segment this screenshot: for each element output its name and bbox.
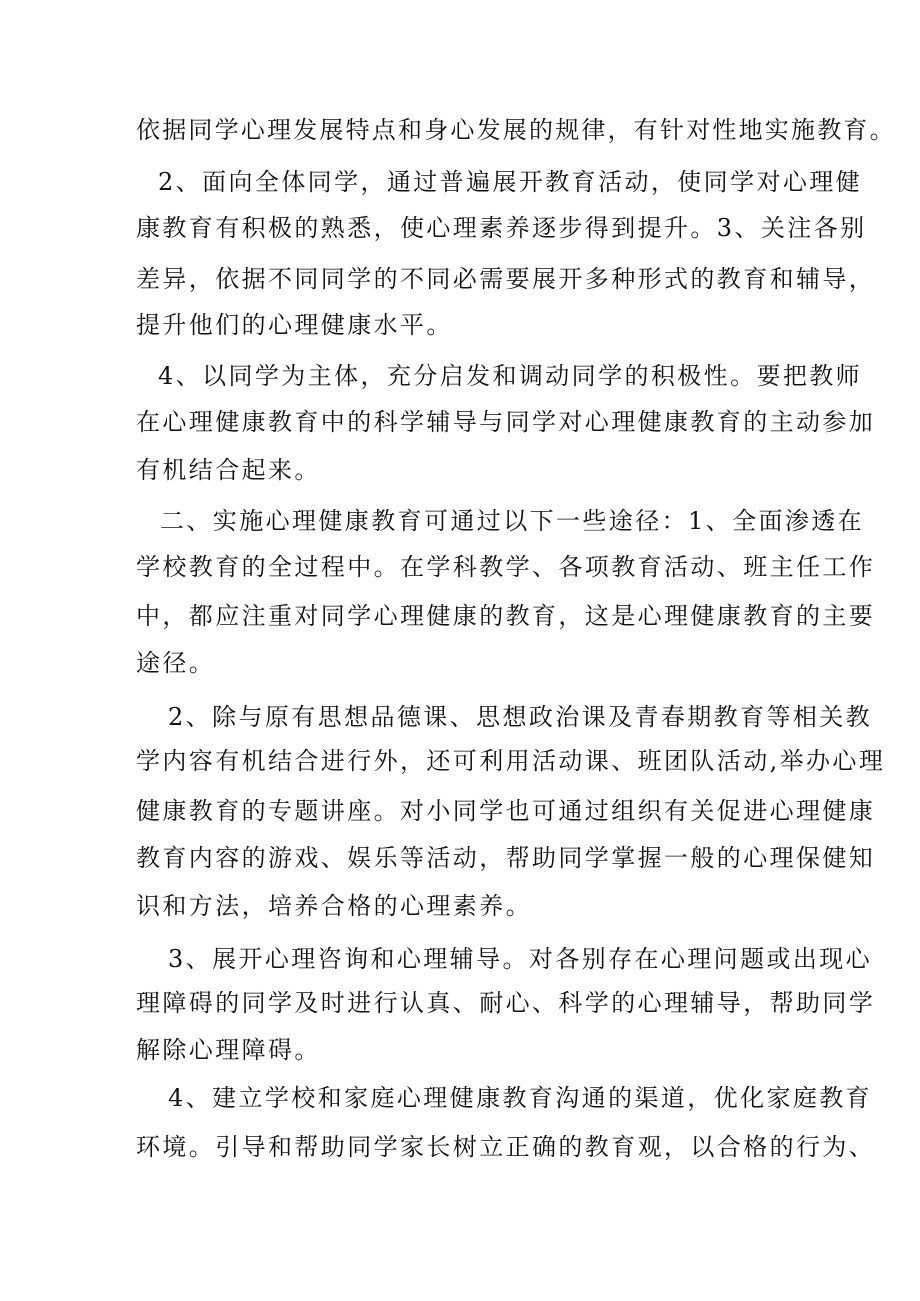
text-line: 理障碍的同学及时进行认真、耐心、科学的心理辅导，帮助同学 [136,989,876,1017]
text-line: 有机结合起来。 [136,456,321,484]
text-line: 2、面向全体同学，通过普遍展开教育活动，使同学对心理健 [158,168,863,196]
text-line: 4、建立学校和家庭心理健康教育沟通的渠道，优化家庭教育 [168,1084,873,1112]
text-line: 在心理健康教育中的科学辅导与同学对心理健康教育的主动参加 [136,408,876,436]
text-line: 2、除与原有思想品德课、思想政治课及青春期教育等相关教 [168,703,873,731]
text-line: 康教育有积极的熟悉，使心理素养逐步得到提升。3、关注各别 [136,214,867,242]
text-line: 解除心理障碍。 [136,1036,321,1064]
text-line: 4、以同学为主体，充分启发和调动同学的积极性。要把教师 [158,362,863,390]
text-line: 依据同学心理发展特点和身心发展的规律，有针对性地实施教育。 [136,116,896,144]
text-line: 学内容有机结合进行外，还可利用活动课、班团队活动,举办心理 [136,747,886,775]
text-line: 3、展开心理咨询和心理辅导。对各别存在心理问题或出现心 [168,945,873,973]
text-line: 健康教育的专题讲座。对小同学也可通过组织有关促进心理健康 [136,797,876,825]
text-line: 差异，依据不同同学的不同必需要展开多种形式的教育和辅导， [136,265,876,293]
text-line: 途径。 [136,649,216,677]
text-line: 提升他们的心理健康水平。 [136,311,453,339]
text-line: 识和方法，培养合格的心理素养。 [136,892,532,920]
text-line: 二、实施心理健康教育可通过以下一些途径：1、全面渗透在 [160,507,865,535]
text-line: 环境。引导和帮助同学家长树立正确的教育观，以合格的行为、 [136,1133,876,1161]
text-line: 中，都应注重对同学心理健康的教育，这是心理健康教育的主要 [136,602,876,630]
text-line: 学校教育的全过程中。在学科教学、各项教育活动、班主任工作 [136,553,876,581]
text-line: 教育内容的游戏、娱乐等活动，帮助同学掌握一般的心理保健知 [136,844,876,872]
